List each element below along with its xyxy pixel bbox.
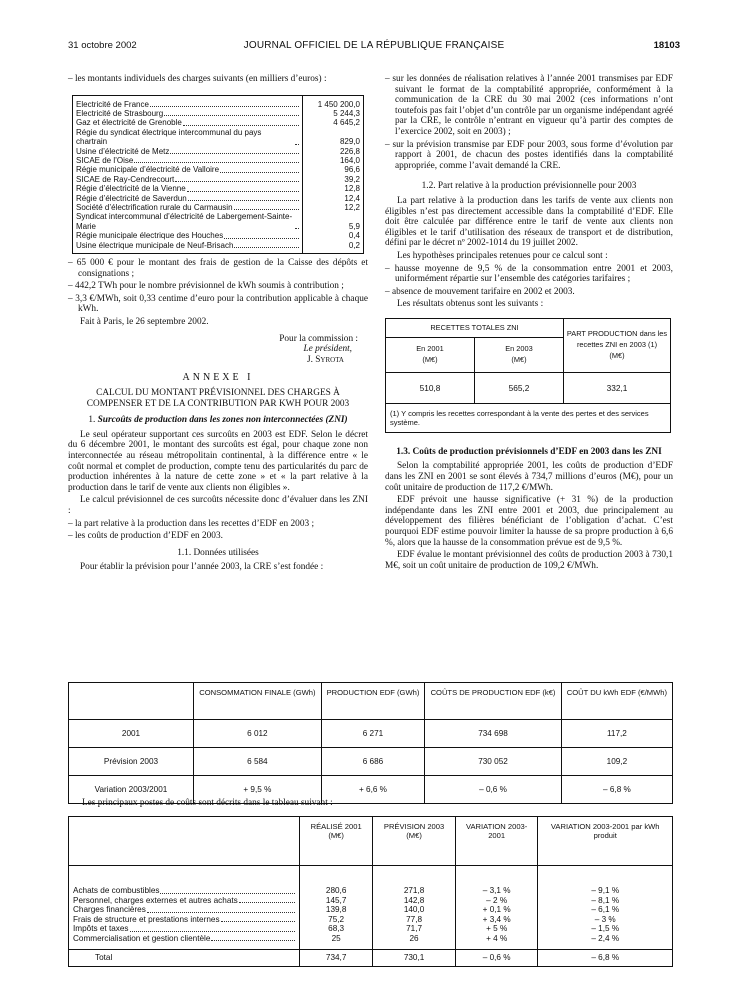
cost-table-cell bbox=[69, 934, 300, 944]
production-table-cell: 6 686 bbox=[321, 748, 424, 776]
charge-name bbox=[76, 203, 299, 212]
right-list-item: – sur la prévision transmise par EDF pour 2003, sous forme d’évolution par rapport à 2001, de chacun des postes identifiés dans la comptabilité appropriée, comme l’avait demandé la CRE. bbox=[385, 139, 673, 171]
charge-value: 12,2 bbox=[303, 203, 364, 212]
cost-table-cell: + 3,4 % bbox=[455, 915, 538, 925]
production-table-cell: 730 052 bbox=[425, 748, 562, 776]
cost-item-label bbox=[73, 915, 295, 925]
paragraph-couts-2001: Selon la comptabilité appropriée 2001, les coûts de production d’EDF dans les ZNI en 2001 se sont élevés à 734,7 millions d’euros (M€), pour un coût unitaire de production de 117,2 €/MWh. bbox=[385, 461, 673, 493]
cost-total-cell: Total bbox=[69, 950, 300, 967]
paragraph-evaluation: EDF évalue le montant prévisionnel des coûts de production 2003 à 730,1 M€, soit un coût unitaire de production de 109,2 €/MWh. bbox=[385, 550, 673, 571]
left-list-item: – 442,2 TWh pour le nombre prévisionnel de kWh soumis à contribution ; bbox=[68, 281, 344, 292]
paragraph-calcul: Le calcul prévisionnel de ces surcoûts nécessite donc d’évaluer dans les ZNI : bbox=[68, 495, 368, 516]
production-table-cell: + 6,6 % bbox=[321, 776, 424, 804]
cost-table-cell: + 5 % bbox=[455, 924, 538, 934]
charge-value: 1 450 200,0 bbox=[303, 95, 364, 109]
charge-name bbox=[76, 212, 299, 231]
cost-table-cell: – 8,1 % bbox=[538, 896, 673, 906]
charge-name-text: Régie municipale électrique des Houches bbox=[76, 231, 224, 241]
section-1-3-heading: 1.3. Coûts de production prévisionnels d’EDF en 2003 dans les ZNI bbox=[396, 446, 662, 457]
cost-item-label bbox=[73, 896, 295, 906]
charges-intro: – les montants individuels des charges suivants (en milliers d’euros) : bbox=[68, 74, 327, 84]
charge-name-cell bbox=[73, 156, 303, 165]
cost-item-text: Charges financières bbox=[73, 905, 146, 914]
charge-value: 829,0 bbox=[303, 128, 364, 147]
cost-table-cell: – 3,1 % bbox=[455, 886, 538, 896]
charge-name bbox=[76, 165, 299, 174]
cost-table-header bbox=[69, 817, 673, 866]
cost-table-cell: – 1,5 % bbox=[538, 924, 673, 934]
charge-name bbox=[76, 128, 299, 147]
charge-row bbox=[73, 156, 364, 165]
dot-leader bbox=[160, 893, 295, 894]
cost-table-cell: 145,7 bbox=[300, 896, 373, 906]
cost-column-header: RÉALISÉ 2001 (M€) bbox=[300, 817, 373, 866]
charge-row bbox=[73, 231, 364, 240]
cost-table-cell bbox=[69, 905, 300, 915]
production-table-cell: + 9,5 % bbox=[194, 776, 322, 804]
section-1-number: 1. bbox=[88, 415, 96, 426]
charge-name-text: SICAE de l’Oise bbox=[76, 156, 134, 166]
part-production-header bbox=[564, 318, 671, 372]
signature-block bbox=[68, 334, 368, 366]
recettes-table bbox=[385, 318, 671, 433]
production-table-header bbox=[69, 683, 673, 720]
done-at: Fait à Paris, le 26 septembre 2002. bbox=[80, 317, 209, 328]
production-column-header bbox=[69, 683, 194, 720]
right-items1-list bbox=[385, 74, 673, 171]
charge-value: 4 645,2 bbox=[303, 118, 364, 127]
dot-leader bbox=[188, 200, 299, 201]
cost-table-cell: 139,8 bbox=[300, 905, 373, 915]
cost-total-cell: – 0,6 % bbox=[455, 950, 538, 967]
production-table-cell: 2001 bbox=[69, 720, 194, 748]
spacer-cell bbox=[300, 866, 373, 887]
right-list-item: – sur les données de réalisation relatives à l’année 2001 transmises par EDF suivant le format de la comptabilité appropriée, conformément à la communication de la CRE du 30 mai 2002 (ces informations n’ont toutefois pas fait l’objet d’un contrôle par un organisme indépendant agréé par la CRE, le contrôle n’entrant en vigueur qu’à partir des comptes de l’exercice 2002, soit en 2003) ; bbox=[385, 74, 673, 137]
charge-row bbox=[73, 109, 364, 118]
charge-row bbox=[73, 147, 364, 156]
production-table-cell: 6 271 bbox=[321, 720, 424, 748]
cost-table-cell: – 9,1 % bbox=[538, 886, 673, 896]
cost-item-text: Commercialisation et gestion clientèle bbox=[73, 933, 211, 943]
left-column bbox=[68, 74, 368, 575]
charge-name-cell bbox=[73, 118, 303, 127]
charge-row bbox=[73, 194, 364, 203]
charge-name bbox=[76, 100, 299, 109]
production-table-cell: 734 698 bbox=[425, 720, 562, 748]
charge-row bbox=[73, 184, 364, 193]
section-1-heading bbox=[68, 415, 368, 426]
charge-value: 12,4 bbox=[303, 194, 364, 203]
dot-leader bbox=[164, 115, 299, 116]
section-1-1-heading: 1.1. Données utilisées bbox=[177, 547, 259, 558]
charge-row bbox=[73, 212, 364, 231]
cost-item-text: Personnel, charges externes et autres achats bbox=[73, 895, 238, 905]
dot-leader bbox=[147, 912, 295, 913]
cost-item-text: Impôts et taxes bbox=[73, 924, 129, 933]
recettes-2001-label: En 2001 bbox=[416, 344, 444, 354]
charge-name bbox=[76, 175, 299, 184]
charge-name bbox=[76, 156, 299, 165]
cost-item-label bbox=[73, 886, 295, 896]
charge-value: 96,6 bbox=[303, 165, 364, 174]
charge-name-text: Gaz et électricité de Grenoble bbox=[76, 118, 182, 128]
recettes-2001-value: 510,8 bbox=[386, 372, 475, 403]
cost-table-cell: 271,8 bbox=[373, 886, 456, 896]
dot-leader bbox=[234, 209, 299, 210]
right-items2-list bbox=[385, 264, 673, 298]
production-table-cell: 6 012 bbox=[194, 720, 322, 748]
cost-table-cell bbox=[69, 915, 300, 925]
dot-leader bbox=[150, 106, 299, 107]
production-table-cell: 117,2 bbox=[561, 720, 672, 748]
production-table-cell: Variation 2003/2001 bbox=[69, 776, 194, 804]
charge-row bbox=[73, 95, 364, 109]
page-header bbox=[68, 40, 680, 54]
cost-column-header: VARIATION 2003-2001 bbox=[455, 817, 538, 866]
cost-table-cell: 71,7 bbox=[373, 924, 456, 934]
dot-leader bbox=[175, 181, 299, 182]
charge-name-text: Régie du syndicat électrique intercommunal du pays chartrain bbox=[76, 127, 262, 147]
charge-name-cell bbox=[73, 109, 303, 118]
left-list-item: – les coûts de production d’EDF en 2003. bbox=[68, 531, 223, 542]
charges-table bbox=[72, 95, 364, 255]
cost-table-row bbox=[69, 934, 673, 944]
paragraph-prevision: Pour établir la prévision pour l’année 2003, la CRE s’est fondée : bbox=[80, 562, 324, 573]
charge-name-cell bbox=[73, 212, 303, 231]
dot-leader bbox=[295, 144, 299, 145]
charge-value: 0,4 bbox=[303, 231, 364, 240]
production-table-cell: 6 584 bbox=[194, 748, 322, 776]
charge-name-cell bbox=[73, 241, 303, 254]
charge-name-cell bbox=[73, 175, 303, 184]
part-production-value: 332,1 bbox=[564, 372, 671, 403]
dot-leader bbox=[170, 153, 299, 154]
charge-row bbox=[73, 165, 364, 174]
charge-value: 5 244,3 bbox=[303, 109, 364, 118]
cost-table-cell: 142,8 bbox=[373, 896, 456, 906]
charge-name-text: Société d’électrification rurale du Carmausin bbox=[76, 203, 233, 213]
cost-total-row bbox=[69, 950, 673, 967]
dot-leader bbox=[239, 902, 295, 903]
spacer-cell bbox=[455, 866, 538, 887]
cost-item-label bbox=[73, 905, 295, 915]
cost-table-cell: – 3 % bbox=[538, 915, 673, 925]
right-list-item: – hausse moyenne de 9,5 % de la consommation entre 2001 et 2003, uniformément répartie sur l’ensemble des catégories tarifaires ; bbox=[385, 263, 673, 285]
charge-name-cell bbox=[73, 184, 303, 193]
charge-name-cell bbox=[73, 95, 303, 109]
signature-role: Le président, bbox=[303, 344, 352, 355]
cost-table-cell: 280,6 bbox=[300, 886, 373, 896]
charge-name-text: Electricité de Strasbourg bbox=[76, 109, 164, 118]
cost-item-text: Achats de combustibles bbox=[73, 886, 160, 895]
part-production-unit: (M€) bbox=[609, 350, 625, 360]
paragraph-surcouts: Le seul opérateur supportant ces surcoûts en 2003 est EDF. Selon le décret du 6 décembre 2001, le montant des surcoûts est égal, pour chaque zone non interconnectée au réseau métropolitain continental, à la différence entre « le coût normal et complet de production, compte tenu des particularités du parc de production inhérentes à la nature de cette zone » et « la part relative à la production dans le tarif de vente aux clients non éligibles ». bbox=[68, 429, 368, 493]
recettes-footnote: (1) Y compris les recettes correspondant à la vente des pertes et des services système. bbox=[386, 403, 671, 432]
cost-table-cell: 25 bbox=[300, 934, 373, 944]
spacer-cell bbox=[69, 866, 300, 887]
production-table-cell: – 0,6 % bbox=[425, 776, 562, 804]
charge-value: 39,2 bbox=[303, 175, 364, 184]
charge-name-cell bbox=[73, 203, 303, 212]
annexe-title: CALCUL DU MONTANT PRÉVISIONNEL DES CHARGES À COMPENSER ET DE LA CONTRIBUTION PAR KWH POUR 2003 bbox=[86, 388, 350, 409]
cost-total-cell: 734,7 bbox=[300, 950, 373, 967]
dot-leader bbox=[187, 191, 299, 192]
dot-leader bbox=[183, 125, 299, 126]
dot-leader bbox=[234, 247, 299, 248]
cost-table-cell: + 0,1 % bbox=[455, 905, 538, 915]
cost-table-cell: 75,2 bbox=[300, 915, 373, 925]
paragraph-hausse: EDF prévoit une hausse significative (+ 31 %) de la production indépendante dans les ZNI entre 2001 et 2003, due principalement au développement des filières bénéficiant de l’obligation d’achat. C’est pourquoi EDF estime pouvoir limiter la hausse de sa propre production à 6,6 %, alors que la hausse de la consommation prévue est de 9,5 %. bbox=[385, 495, 673, 548]
production-table-cell: 109,2 bbox=[561, 748, 672, 776]
cost-table-row bbox=[69, 905, 673, 915]
cost-table-cell: – 2,4 % bbox=[538, 934, 673, 944]
charge-name-text: Régie d’électricité de la Vienne bbox=[76, 184, 186, 194]
cost-total-cell: – 6,8 % bbox=[538, 950, 673, 967]
paragraph-part-relative: La part relative à la production dans les tarifs de vente aux clients non éligibles n’est pas directement accessible dans la comptabilité d’EDF. Elle doit être calculée par différence entre le tarif de vente aux clients non éligibles et le tarif d’utilisation des réseaux de transport et de distribution, défini par le décret nº 2002-1014 du 19 juillet 2002. bbox=[385, 195, 673, 249]
charge-name bbox=[76, 147, 299, 156]
charge-name bbox=[76, 184, 299, 193]
section-1-2-heading: 1.2. Part relative à la production prévisionnelle pour 2003 bbox=[421, 181, 637, 192]
cost-table-cell: + 4 % bbox=[455, 934, 538, 944]
cost-item-label bbox=[73, 934, 295, 944]
cost-item-label bbox=[73, 924, 295, 934]
dot-leader bbox=[220, 172, 299, 173]
left-list-item: – 65 000 € pour le montant des frais de gestion de la Caisse des dépôts et consignations ; bbox=[68, 258, 368, 279]
charge-name-cell bbox=[73, 231, 303, 240]
paragraph-resultats: Les résultats obtenus sont les suivants : bbox=[397, 299, 544, 310]
journal-title: JOURNAL OFFICIEL DE LA RÉPUBLIQUE FRANÇAISE bbox=[243, 40, 505, 51]
charge-value: 5,9 bbox=[303, 212, 364, 231]
charge-name-text: SICAE de Ray-Cendrecourt bbox=[76, 174, 175, 184]
signature-commission: Pour la commission : bbox=[279, 333, 358, 344]
right-column bbox=[385, 74, 673, 573]
spacer-cell bbox=[373, 866, 456, 887]
cost-table-row bbox=[69, 915, 673, 925]
charge-name-text: Electricité de France bbox=[76, 99, 149, 109]
charge-name-cell bbox=[73, 128, 303, 147]
cost-table-cell: 77,8 bbox=[373, 915, 456, 925]
production-table-cell: – 6,8 % bbox=[561, 776, 672, 804]
annexe-heading: ANNEXE I bbox=[182, 372, 254, 384]
cost-table-cell: 68,3 bbox=[300, 924, 373, 934]
recettes-2003-value: 565,2 bbox=[474, 372, 563, 403]
spacer-cell bbox=[538, 866, 673, 887]
charge-row bbox=[73, 241, 364, 254]
recettes-2001-header bbox=[386, 337, 475, 372]
header-date: 31 octobre 2002 bbox=[68, 40, 137, 51]
recettes-2003-header bbox=[474, 337, 563, 372]
left-list-item: – 3,3 €/MWh, soit 0,33 centime d’euro pour la contribution applicable à chaque kWh. bbox=[68, 293, 368, 315]
charge-name-text: Usine électrique municipale de Neuf-Brisach bbox=[76, 240, 234, 250]
charge-row bbox=[73, 118, 364, 127]
production-column-header: COÛT DU kWh EDF (€/MWh) bbox=[561, 683, 672, 720]
dot-leader bbox=[130, 931, 295, 932]
left-items-list bbox=[68, 258, 368, 315]
production-column-header: CONSOMMATION FINALE (GWh) bbox=[194, 683, 322, 720]
production-table-row bbox=[69, 720, 673, 748]
charge-name-text: Syndicat intercommunal d’électricité de Labergement-Sainte-Marie bbox=[76, 212, 293, 231]
recettes-2003-label: En 2003 bbox=[505, 344, 533, 354]
cost-table-cell bbox=[69, 896, 300, 906]
charge-name-cell bbox=[73, 194, 303, 203]
part-production-label: PART PRODUCTION dans les recettes ZNI en 2003 (1) bbox=[566, 329, 668, 350]
charge-name bbox=[76, 118, 299, 127]
cost-table-cell bbox=[69, 924, 300, 934]
cost-column-header bbox=[69, 817, 300, 866]
cost-table-row bbox=[69, 896, 673, 906]
charge-name-text: Régie d’électricité de Saverdun bbox=[76, 193, 187, 203]
cost-table-cell: – 6,1 % bbox=[538, 905, 673, 915]
cost-table-row bbox=[69, 924, 673, 934]
charge-row bbox=[73, 175, 364, 184]
charge-name bbox=[76, 109, 299, 118]
dot-leader bbox=[224, 238, 299, 239]
cost-item-text: Frais de structure et prestations internes bbox=[73, 914, 220, 924]
charge-name-cell bbox=[73, 165, 303, 174]
dot-leader bbox=[221, 921, 295, 922]
cost-table-cell: – 2 % bbox=[455, 896, 538, 906]
dot-leader bbox=[211, 940, 295, 941]
cost-table-row bbox=[69, 886, 673, 896]
cost-table-cell: 140,0 bbox=[373, 905, 456, 915]
signature-name: J. Syrota bbox=[307, 354, 344, 365]
production-column-header: COÛTS DE PRODUCTION EDF (k€) bbox=[425, 683, 562, 720]
cost-table-cell bbox=[69, 886, 300, 896]
charge-name-text: Régie municipale d’électricité de Valloire bbox=[76, 165, 220, 175]
charge-value: 226,8 bbox=[303, 147, 364, 156]
cost-column-header: VARIATION 2003-2001 par kWh produit bbox=[538, 817, 673, 866]
charge-value: 12,8 bbox=[303, 184, 364, 193]
paragraph-hypotheses: Les hypothèses principales retenues pour ce calcul sont : bbox=[397, 250, 608, 261]
left-list-item: – la part relative à la production dans les recettes d’EDF en 2003 ; bbox=[68, 518, 315, 529]
production-table-row bbox=[69, 748, 673, 776]
cost-items-table bbox=[68, 816, 673, 967]
production-summary-table bbox=[68, 682, 673, 804]
section-1-title: Surcoûts de production dans les zones non interconnectées (ZNI) bbox=[97, 415, 348, 426]
left-items2-list bbox=[68, 519, 368, 542]
cost-table-cell: 26 bbox=[373, 934, 456, 944]
postes-intro: Les principaux postes de coûts sont décrits dans le tableau suivant : bbox=[82, 798, 333, 808]
cost-total-cell: 730,1 bbox=[373, 950, 456, 967]
charge-value: 164,0 bbox=[303, 156, 364, 165]
charge-row bbox=[73, 128, 364, 147]
production-column-header: PRODUCTION EDF (GWh) bbox=[321, 683, 424, 720]
cost-table-spacer bbox=[69, 866, 673, 887]
charge-name bbox=[76, 241, 299, 250]
charge-name bbox=[76, 194, 299, 203]
cost-column-header: PRÉVISION 2003 (M€) bbox=[373, 817, 456, 866]
charge-name-text: Usine d’électricité de Metz bbox=[76, 146, 170, 156]
charge-name bbox=[76, 231, 299, 240]
charge-row bbox=[73, 203, 364, 212]
right-list-item: – absence de mouvement tarifaire en 2002 et 2003. bbox=[385, 286, 575, 297]
dot-leader bbox=[134, 162, 299, 163]
charge-name-cell bbox=[73, 147, 303, 156]
recettes-2001-unit: (M€) bbox=[422, 354, 438, 364]
dot-leader bbox=[295, 228, 299, 229]
page-number: 18103 bbox=[653, 40, 680, 51]
recettes-2003-unit: (M€) bbox=[511, 354, 527, 364]
recettes-header: RECETTES TOTALES ZNI bbox=[386, 318, 564, 337]
production-table-cell: Prévision 2003 bbox=[69, 748, 194, 776]
charge-value: 0,2 bbox=[303, 241, 364, 254]
